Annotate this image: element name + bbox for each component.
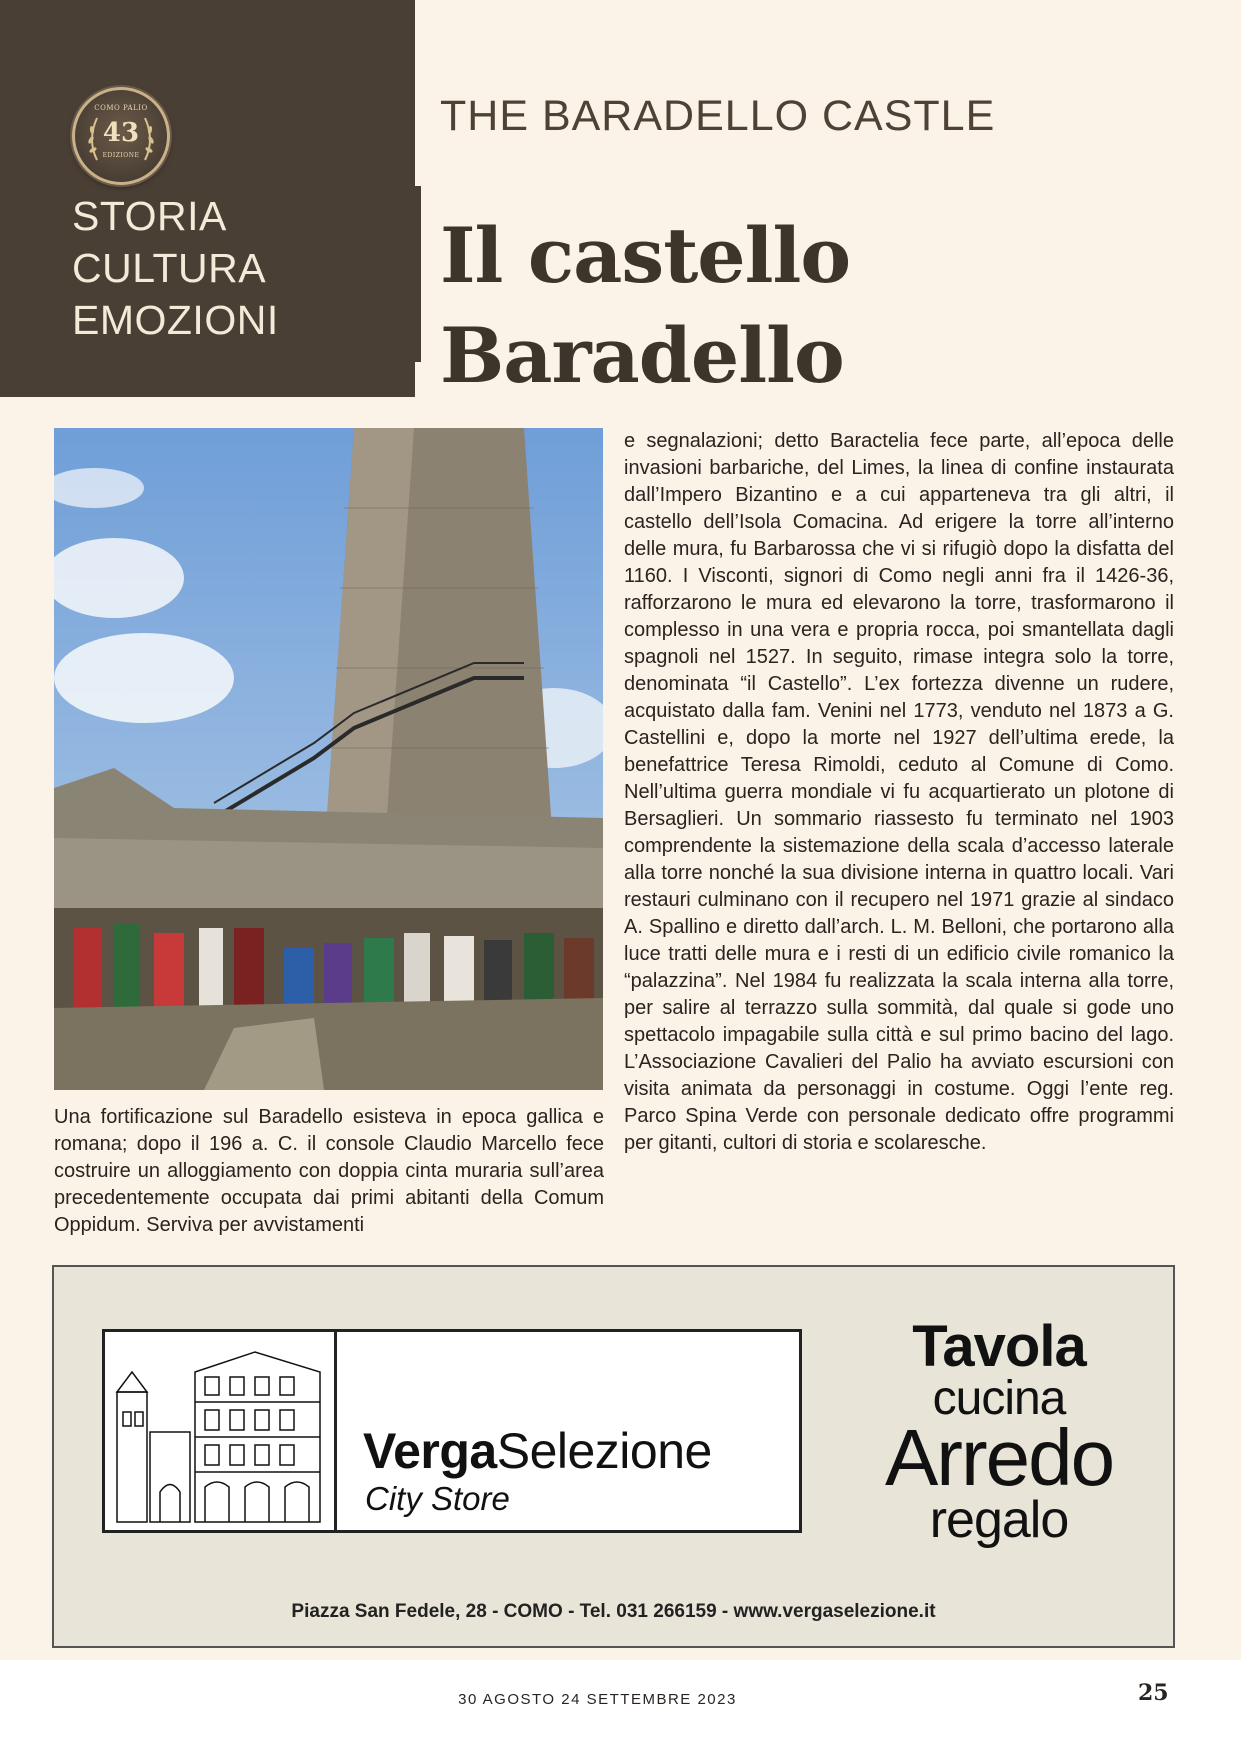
ad-brand-name xyxy=(363,1422,712,1480)
headline-line-1: Il castello xyxy=(440,211,851,300)
ad-tagline: City Store xyxy=(365,1480,510,1517)
article-headline xyxy=(440,206,850,406)
building-sketch-icon xyxy=(105,1332,337,1530)
section-tags xyxy=(72,190,279,346)
ad-brand-bold: Verga xyxy=(363,1423,497,1479)
castle-photo xyxy=(54,428,603,1090)
palio-edition-badge xyxy=(72,87,170,185)
footer-date: 30 AGOSTO 24 SETTEMBRE 2023 xyxy=(458,1691,737,1708)
section-header-notch xyxy=(415,186,421,362)
advertisement-verga-selezione[interactable] xyxy=(52,1265,1175,1648)
badge-bottom-text: EDIZIONE xyxy=(102,152,140,159)
ad-logo-frame xyxy=(102,1329,802,1533)
headline-line-2: Baradello xyxy=(440,311,844,400)
ad-line-tavola: Tavola xyxy=(912,1314,1086,1379)
article-kicker: THE BARADELLO CASTLE xyxy=(440,92,996,140)
badge-edition-number: 43 xyxy=(102,118,140,148)
ad-brand-regular: Selezione xyxy=(496,1423,712,1479)
section-tag-emozioni: EMOZIONI xyxy=(72,297,279,343)
ad-line-regalo: regalo xyxy=(929,1491,1069,1549)
page-number: 25 xyxy=(1138,1680,1169,1706)
section-tag-cultura: CULTURA xyxy=(72,245,267,291)
section-tag-storia: STORIA xyxy=(72,193,227,239)
badge-top-text: COMO PALIO xyxy=(94,104,148,112)
ad-address: Piazza San Fedele, 28 - COMO - Tel. 031 266159 - www.vergaselezione.it xyxy=(291,1601,936,1622)
article-column-right: e segnalazioni; detto Baractelia fece parte, all’epoca delle invasioni barbariche, del Limes, la linea di confine instaurata dall’Impero Bizantino e a cui apparteneva tra gli altri, il castello dell’Isola Comacina. Ad erigere la torre all’interno delle mura, fu Barbarossa che vi si rifugiò dopo la disfatta del 1160. I Visconti, signori di Como negli anni fra il 1426-36, rafforzarono le mura ed elevarono la torre, trasformarono il complesso in una vera e propria rocca, poi smantellata dagli spagnoli nel 1527. In seguito, rimase integra solo la torre, denominata “il Castello”. L’ex fortezza divenne un rudere, acquistato dalla fam. Venini nel 1773, venduto nel 1873 a G. Castellini e, dopo la morte nel 1927 dell’ultima erede, la benefattrice Teresa Rimoldi, ceduto al Comune di Como. Nell’ultima guerra mondiale vi fu acquartierato un plotone di Bersaglieri. Un sommario riassesto fu terminato nel 1903 comprendente la sistemazione della scala d’accesso laterale alla torre nonché la sua divisione interna in quattro locali. Vari restauri culminano con il recupero nel 1971 grazie al sindaco A. Spallino e diretto dall’arch. L. M. Belloni, che portarono alla luce tratti delle mura e i resti di un edificio civile romanico la “palazzina”. Nel 1984 fu realizzata la scala interna alla torre, per salire al terrazzo sulla sommità, dal quale si gode uno spettacolo impagabile sulla città e sul primo bacino del lago. L’Associazione Cavalieri del Palio ha avviato escursioni con visita animata da personaggi in costume. Oggi l’ente reg. Parco Spina Verde con personale dedicato offre programmi per gitanti, cultori di storia e scolaresche. xyxy=(624,430,1174,1154)
ad-product-list xyxy=(849,1314,1149,1549)
ad-line-cucina: cucina xyxy=(932,1372,1066,1425)
article-column-left: Una fortificazione sul Baradello esisteva in epoca gallica e romana; dopo il 196 a. C. il console Claudio Marcello fece costruire un alloggiamento con doppia cinta muraria sull’area precedentemente occupata dai primi abitanti della Comum Oppidum. Serviva per avvistamenti xyxy=(54,1106,604,1236)
ad-line-arredo: Arredo xyxy=(884,1413,1114,1502)
